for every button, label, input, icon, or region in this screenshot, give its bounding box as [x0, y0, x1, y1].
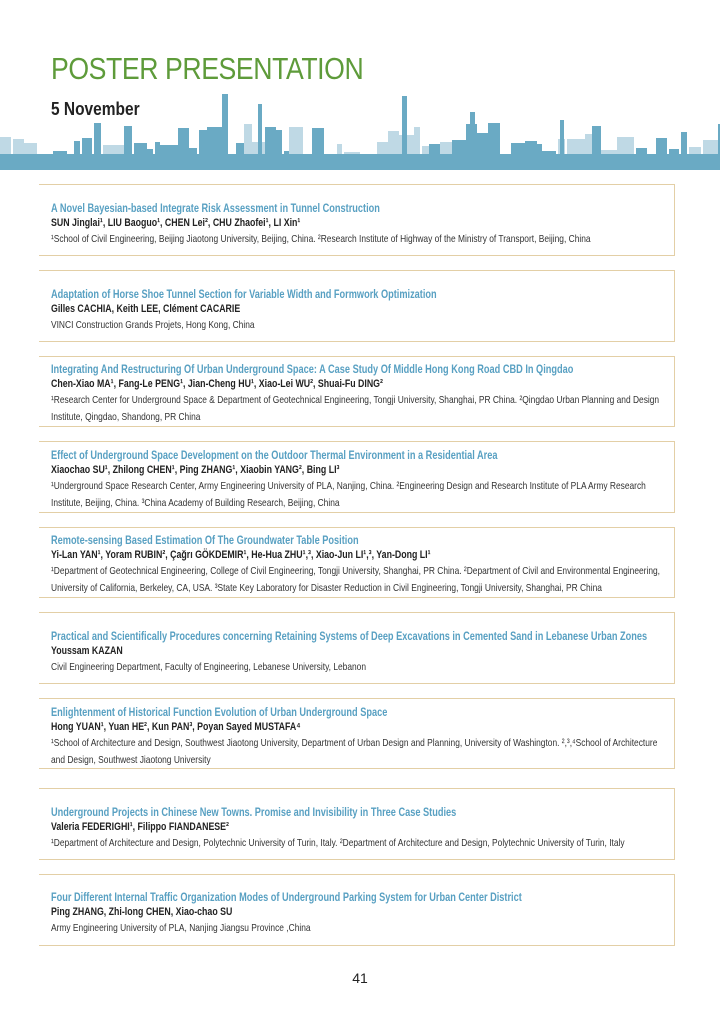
presentation-authors: Hong YUAN¹, Yuan HE², Kun PAN³, Poyan Sayed MUSTAFA⁴	[51, 721, 301, 733]
presentation-affiliations: ¹Underground Space Research Center, Army Engineering University of PLA, Nanjing, China. ²Engineering Design and Research Institute of PLA Army Research Institute, Beijing, China. ³China Academy of Building Research, Beijing, China	[51, 480, 646, 509]
presentation-authors: Chen-Xiao MA¹, Fang-Le PENG¹, Jian-Cheng HU¹, Xiao-Lei WU², Shuai-Fu DING²	[51, 378, 383, 390]
presentation-title: Underground Projects in Chinese New Towns. Promise and Invisibility in Three Case Studies	[51, 807, 457, 819]
session-date: 5 November	[51, 99, 140, 119]
list-item	[39, 612, 675, 684]
presentation-affiliations: Civil Engineering Department, Faculty of Engineering, Lebanese University, Lebanon	[51, 661, 367, 673]
list-item	[39, 441, 675, 513]
presentation-authors: SUN Jinglai¹, LIU Baoguo¹, CHEN Lei², CHU Zhaofei¹, LI Xin¹	[51, 217, 301, 229]
presentation-authors: Xiaochao SU¹, Zhilong CHEN¹, Ping ZHANG¹, Xiaobin YANG², Bing LI³	[51, 464, 340, 476]
list-item	[39, 184, 675, 256]
presentation-affiliations: ¹School of Architecture and Design, Southwest Jiaotong University, Department of Urban Design and Planning, University of Washington. ²,³,⁴School of Architecture and Design, Southwest Jiaotong University	[51, 737, 658, 766]
presentation-affiliations: VINCI Construction Grands Projets, Hong Kong, China	[51, 319, 255, 331]
presentation-title: A Novel Bayesian-based Integrate Risk Assessment in Tunnel Construction	[51, 203, 380, 215]
presentation-title: Enlightenment of Historical Function Evolution of Urban Underground Space	[51, 707, 388, 719]
list-item	[39, 527, 675, 598]
page-number: 41	[352, 970, 368, 986]
presentation-title: Effect of Underground Space Development on the Outdoor Thermal Environment in a Residential Area	[51, 450, 498, 462]
presentation-title: Four Different Internal Traffic Organization Modes of Underground Parking System for Urban Center District	[51, 892, 522, 904]
presentation-title: Practical and Scientifically Procedures concerning Retaining Systems of Deep Excavations in Cemented Sand in Lebanese Urban Zones	[51, 631, 648, 643]
presentation-authors: Yi-Lan YAN¹, Yoram RUBIN², Çağrı GÖKDEMIR¹, He-Hua ZHU¹,³, Xiao-Jun LI¹,³, Yan-Dong LI¹	[51, 549, 431, 561]
list-item	[39, 356, 675, 427]
presentation-affiliations: ¹Department of Architecture and Design, Polytechnic University of Turin, Italy. ²Department of Architecture and Design, Polytechnic University of Turin, Italy	[51, 837, 625, 849]
presentation-affiliations: ¹Department of Geotechnical Engineering, College of Civil Engineering, Tongji University, Shanghai, PR China. ²Department of Civil and Environmental Engineering, University of California, Berkeley, CA, USA. ³State Key Laboratory for Disaster Reduction in Civil Engineering, Tongji University, Shanghai, PR China	[51, 565, 661, 594]
presentation-authors: Gilles CACHIA, Keith LEE, Clément CACARIE	[51, 303, 241, 315]
presentation-affiliations: ¹Research Center for Underground Space & Department of Geotechnical Engineering, Tongji University, Shanghai, PR China. ²Qingdao Urban Planning and Design Institute, Qingdao, Shandong, PR China	[51, 394, 660, 423]
page-title: POSTER PRESENTATION	[51, 51, 364, 86]
list-item	[39, 270, 675, 342]
presentation-authors: Ping ZHANG, Zhi-long CHEN, Xiao-chao SU	[51, 906, 233, 918]
presentation-title: Adaptation of Horse Shoe Tunnel Section for Variable Width and Formwork Optimization	[51, 289, 437, 301]
presentation-authors: Youssam KAZAN	[51, 645, 123, 657]
presentation-authors: Valeria FEDERIGHI¹, Filippo FIANDANESE²	[51, 821, 229, 833]
presentation-title: Remote-sensing Based Estimation Of The Groundwater Table Position	[51, 535, 359, 547]
list-item	[39, 788, 675, 860]
presentation-title: Integrating And Restructuring Of Urban Underground Space: A Case Study Of Middle Hong Kong Road CBD In Qingdao	[51, 364, 574, 376]
presentation-affiliations: ¹School of Civil Engineering, Beijing Jiaotong University, Beijing, China. ²Research Institute of Highway of the Ministry of Transport, Beijing, China	[51, 233, 591, 245]
list-item	[39, 698, 675, 769]
list-item	[39, 874, 675, 946]
city-skyline-banner	[0, 92, 720, 178]
presentation-affiliations: Army Engineering University of PLA, Nanjing Jiangsu Province ,China	[51, 922, 311, 934]
